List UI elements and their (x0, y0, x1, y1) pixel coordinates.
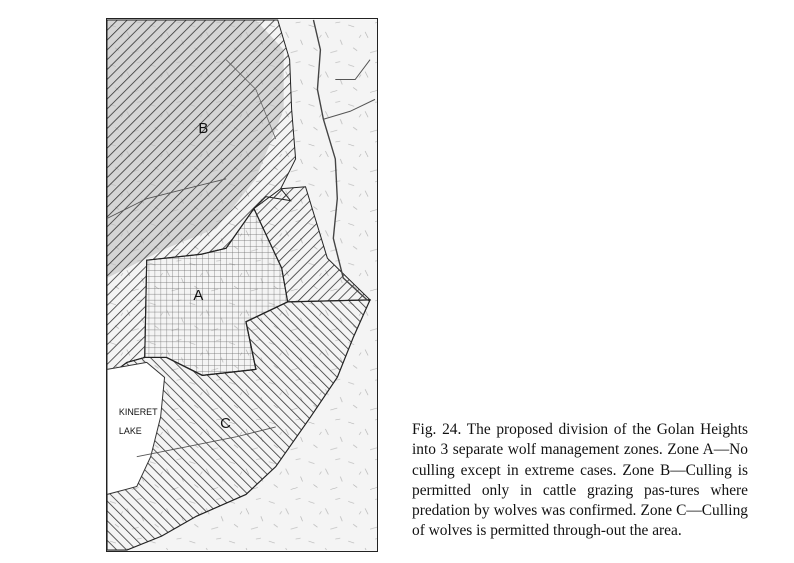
map-figure (106, 18, 378, 552)
kineret-label: KINERET (118, 407, 158, 418)
lake-label: LAKE (118, 425, 142, 436)
caption-zone-c: Zone C—Culling of wolves is permitted through-out the area. (412, 502, 748, 540)
caption-zone-a: Zone A—No culling except in extreme cases. (412, 441, 748, 479)
zone-a-label: A (193, 287, 204, 304)
figure-caption (412, 420, 748, 542)
zone-b-label: B (198, 121, 209, 138)
caption-zone-b: Zone B—Culling is permitted only in cattle grazing pas-tures where predation by wolves was confirmed. (412, 461, 749, 520)
zone-c-label: C (220, 415, 231, 432)
caption-lead: Fig. 24. The proposed division of the Golan Heights into 3 separate wolf management zones. (412, 421, 748, 459)
golan-map (107, 19, 377, 551)
